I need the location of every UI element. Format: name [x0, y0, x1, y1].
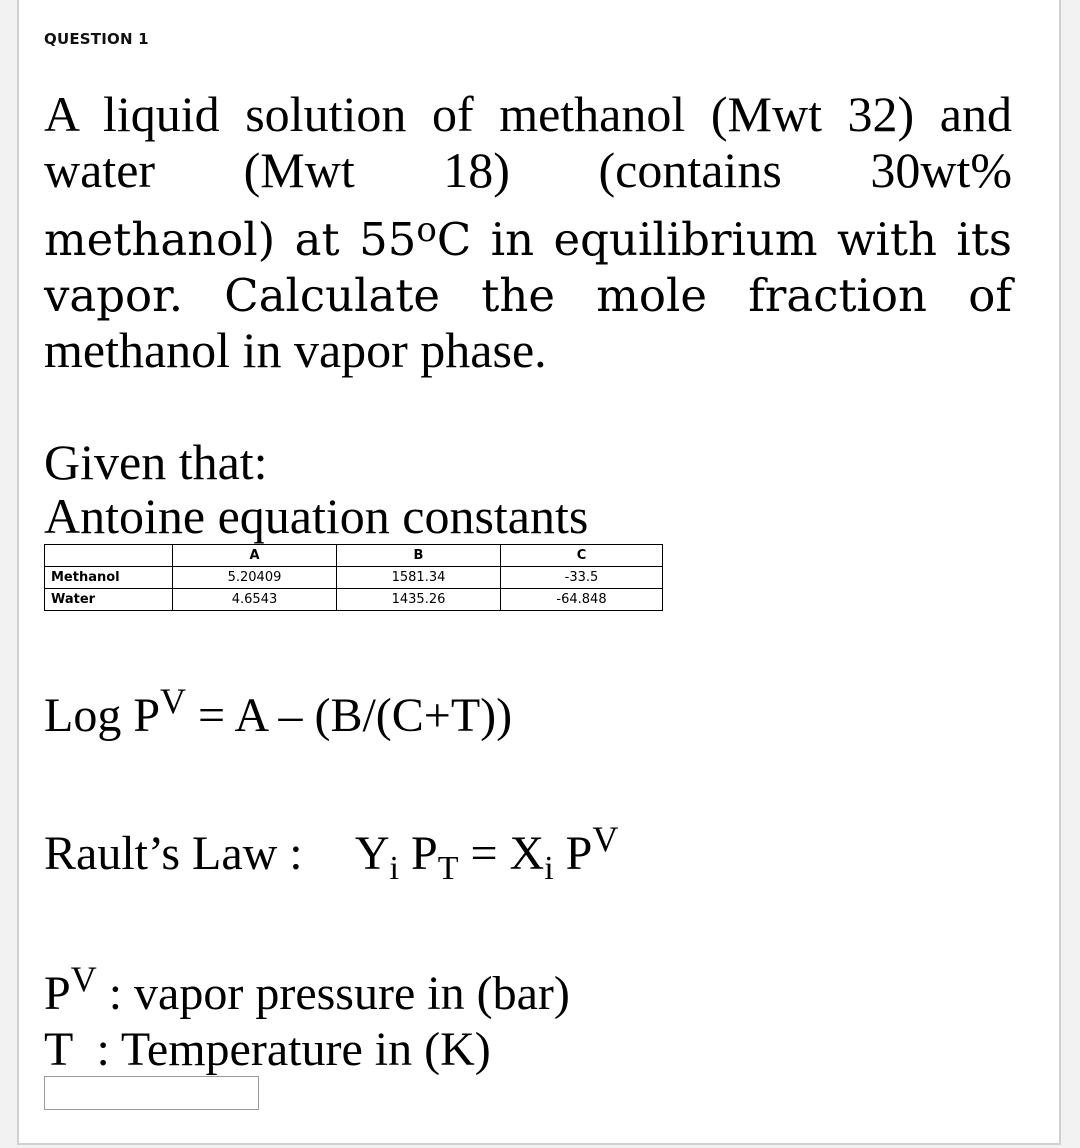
table-row [45, 567, 663, 589]
row-name: Methanol [45, 567, 173, 589]
question-line-1: A liquid solution of methanol (Mwt 32) and [44, 86, 1012, 142]
antoine-table [44, 544, 663, 611]
table-header-c: C [501, 545, 663, 567]
question-text [44, 86, 1012, 198]
question-line-4: vapor. Calculate the mole fraction of [44, 269, 1012, 322]
table-header-b: B [337, 545, 501, 567]
question-line-2: water (Mwt 18) (contains 30wt% [44, 142, 1012, 198]
definition-pv: $P^V$ : vapor pressure in (bar) [44, 959, 570, 1020]
cell-a: 5.20409 [173, 567, 337, 589]
cell-b: 1435.26 [337, 589, 501, 611]
question-text-cont [44, 212, 1012, 324]
table-title: Antoine equation constants [44, 488, 589, 544]
cell-c: -33.5 [501, 567, 663, 589]
cell-b: 1581.34 [337, 567, 501, 589]
table-row [45, 589, 663, 611]
antoine-equation: Log $P^V = A - (B/(C+T))$ [44, 681, 513, 742]
question-line-3: methanol) at 55$^o$C in equilibrium with its [44, 210, 1012, 266]
answer-input-box[interactable] [44, 1076, 259, 1110]
cell-c: -64.848 [501, 589, 663, 611]
question-line-5: methanol in vapor phase. [44, 322, 547, 378]
cell-a: 4.6543 [173, 589, 337, 611]
raoult-equation: Rault’s Law : $Y_i$ $P_T = X_i$ $P^V$ [44, 819, 619, 887]
row-name: Water [45, 589, 173, 611]
table-header-empty [45, 545, 173, 567]
document-page [17, 0, 1061, 1145]
definition-t: T : Temperature in (K) [44, 1023, 491, 1076]
raoult-label: Rault’s Law : [44, 827, 303, 880]
table-header-a: A [173, 545, 337, 567]
question-label: QUESTION 1 [44, 30, 149, 48]
table-header-row [45, 545, 663, 567]
given-heading: Given that: [44, 434, 268, 490]
question-text-end [44, 322, 1012, 378]
